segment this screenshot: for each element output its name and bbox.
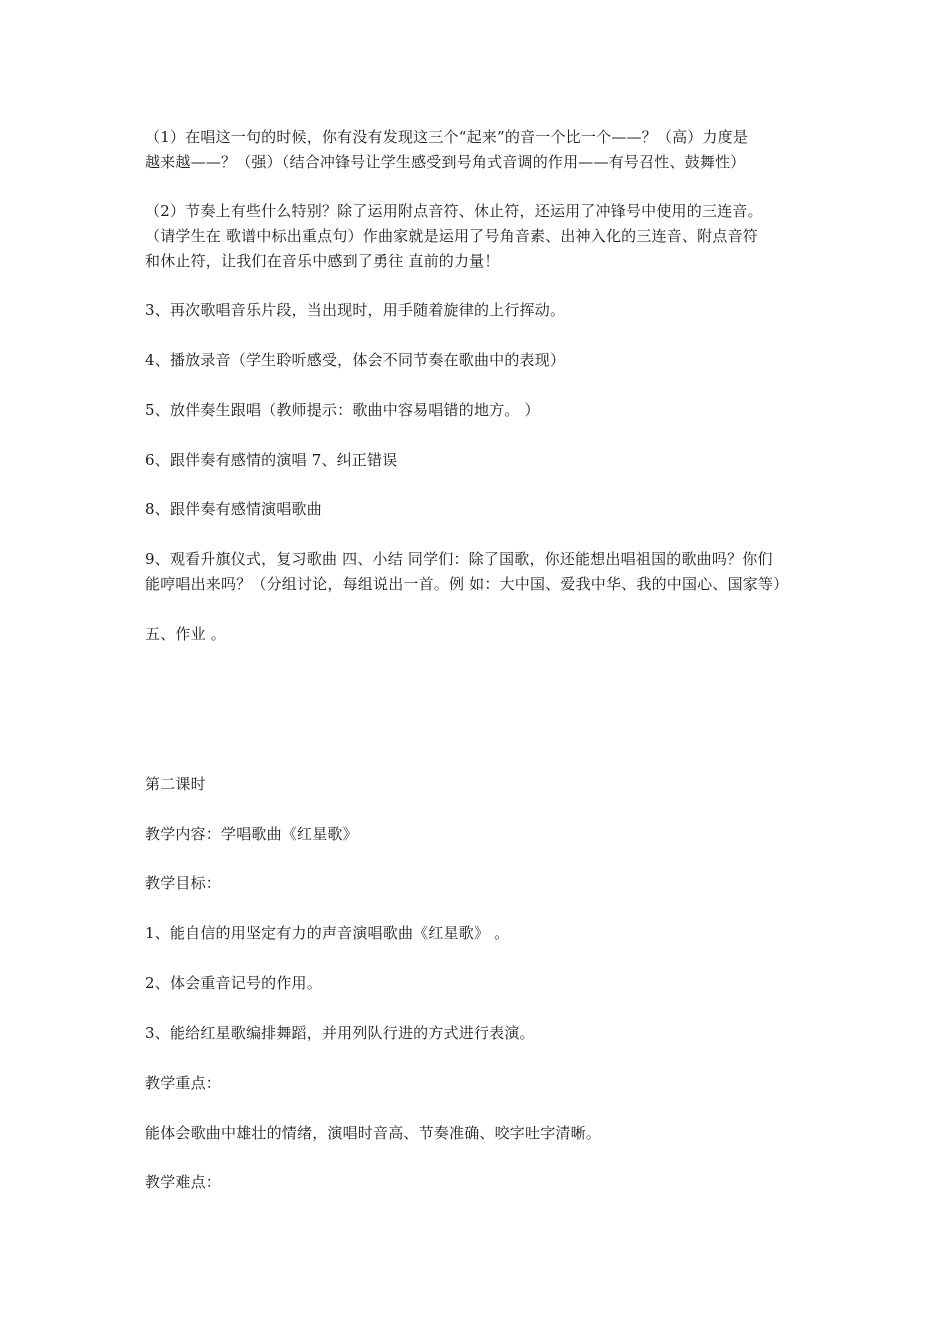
paragraph-4 xyxy=(145,348,815,373)
text-line: 5、放伴奏生跟唱（教师提示：歌曲中容易唱错的地方。 ） xyxy=(145,401,540,419)
text-line: （2）节奏上有些什么特别？除了运用附点音符、休止符，还运用了冲锋号中使用的三连音。 xyxy=(145,202,763,220)
paragraph-7 xyxy=(145,497,815,522)
paragraph-5 xyxy=(145,398,815,423)
text-line: 第二课时 xyxy=(145,775,206,793)
text-line: 1、能自信的用坚定有力的声音演唱歌曲《红星歌》 。 xyxy=(145,924,510,942)
text-line: 五、作业 。 xyxy=(145,625,226,643)
paragraph-goal-2 xyxy=(145,971,815,996)
text-line: 6、跟伴奏有感情的演唱 7、纠正错误 xyxy=(145,451,398,469)
section-heading-second-lesson xyxy=(145,772,815,797)
paragraph-teaching-content xyxy=(145,822,815,847)
text-line: 8、跟伴奏有感情演唱歌曲 xyxy=(145,500,322,518)
text-line: 3、再次歌唱音乐片段，当出现时，用手随着旋律的上行挥动。 xyxy=(145,301,566,319)
paragraph-8 xyxy=(145,547,815,597)
paragraph-6 xyxy=(145,448,815,473)
text-line: 教学目标： xyxy=(145,874,222,892)
paragraph-2 xyxy=(145,199,815,274)
paragraph-9 xyxy=(145,622,815,647)
text-line: （请学生在 歌谱中标出重点句）作曲家就是运用了号角音素、出神入化的三连音、附点音符 xyxy=(145,227,758,245)
text-line: 9、观看升旗仪式，复习歌曲 四、小结 同学们：除了国歌，你还能想出唱祖国的歌曲吗？你们 xyxy=(145,550,773,568)
paragraph-goal-1 xyxy=(145,921,815,946)
text-line: 能哼唱出来吗？（分组讨论，每组说出一首。例 如：大中国、爱我中华、我的中国心、国家等） xyxy=(145,575,789,593)
text-line: （1）在唱这一句的时候，你有没有发现这三个“起来”的音一个比一个——？（高）力度是 xyxy=(145,128,749,146)
text-line: 教学重点： xyxy=(145,1074,222,1092)
text-line: 能体会歌曲中雄壮的情绪，演唱时音高、节奏准确、咬字吐字清晰。 xyxy=(145,1124,602,1142)
text-line: 3、能给红星歌编排舞蹈，并用列队行进的方式进行表演。 xyxy=(145,1024,535,1042)
paragraph-1 xyxy=(145,125,815,175)
text-line: 越来越——？（强）（结合冲锋号让学生感受到号角式音调的作用——有号召性、鼓舞性） xyxy=(145,153,746,171)
text-line: 和休止符，让我们在音乐中感到了勇往 直前的力量！ xyxy=(145,252,500,270)
text-line: 4、播放录音（学生聆听感受，体会不同节奏在歌曲中的表现） xyxy=(145,351,566,369)
text-line: 教学内容：学唱歌曲《红星歌》 xyxy=(145,825,358,843)
paragraph-difficulties xyxy=(145,1170,815,1195)
text-line: 2、体会重音记号的作用。 xyxy=(145,974,322,992)
paragraph-key-points xyxy=(145,1071,815,1096)
paragraph-key-points-detail xyxy=(145,1121,815,1146)
text-line: 教学难点： xyxy=(145,1173,222,1191)
paragraph-teaching-goals xyxy=(145,871,815,896)
paragraph-3 xyxy=(145,298,815,323)
paragraph-goal-3 xyxy=(145,1021,815,1046)
